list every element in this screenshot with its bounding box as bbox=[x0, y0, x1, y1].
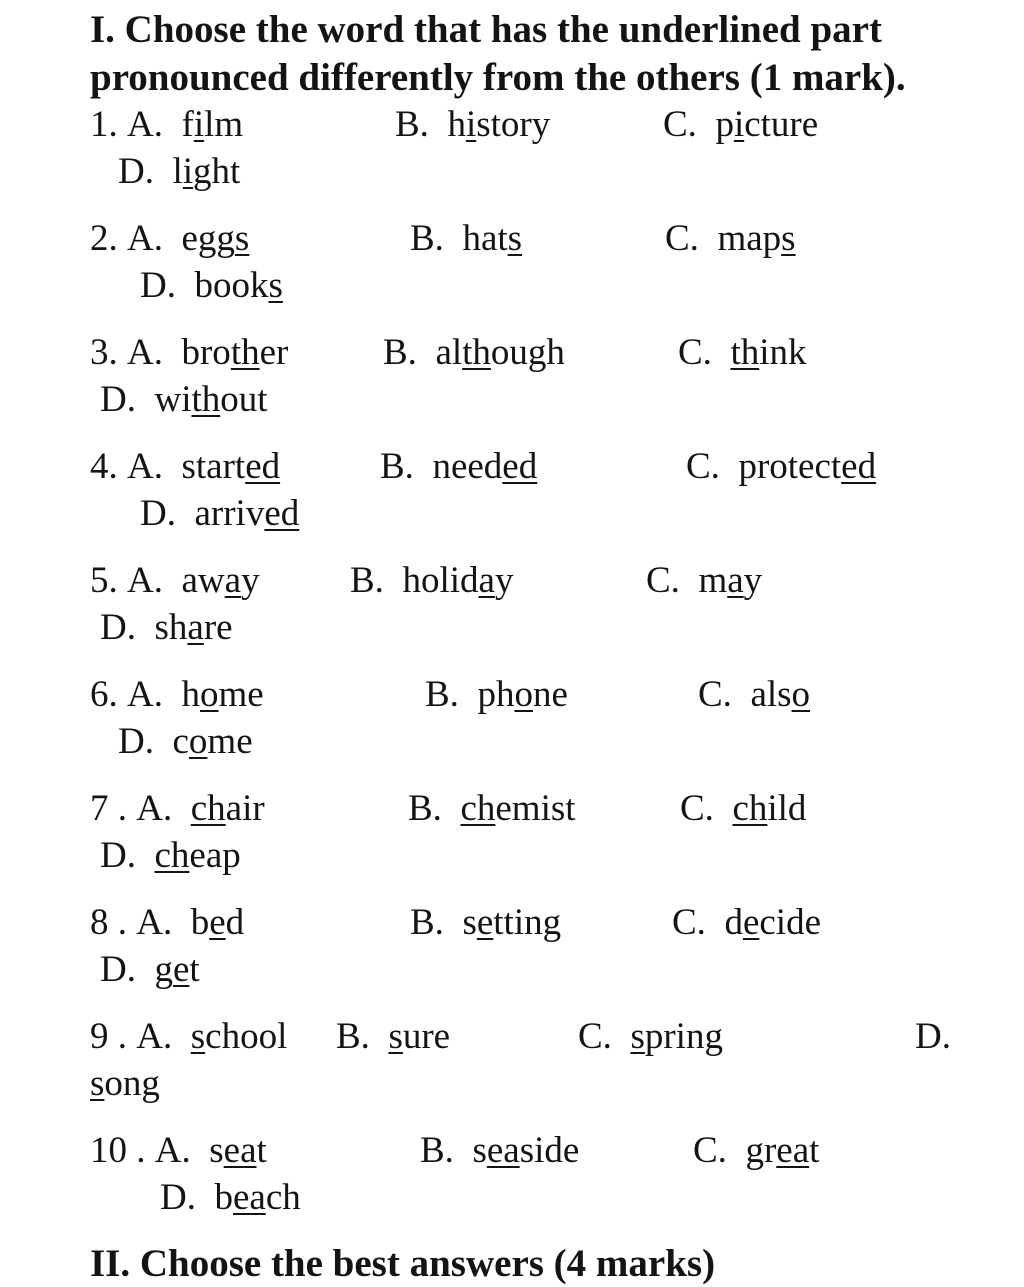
question-1-option-a bbox=[90, 102, 243, 148]
question-10-option-c bbox=[693, 1128, 819, 1174]
option-letter: D. bbox=[140, 265, 176, 306]
section-1-heading-line-1: I. Choose the word that has the underlined part bbox=[90, 8, 882, 51]
word-part: ong bbox=[104, 1063, 160, 1104]
word-part: c bbox=[172, 721, 189, 762]
underlined-part: ch bbox=[154, 835, 190, 876]
option-letter: A. bbox=[127, 104, 163, 145]
question-2-option-c bbox=[665, 216, 796, 262]
underlined-part: s bbox=[630, 1016, 645, 1057]
word-part: als bbox=[750, 674, 792, 715]
option-letter: C. bbox=[680, 788, 714, 829]
underlined-part: ed bbox=[841, 446, 877, 487]
question-7-option-c bbox=[680, 786, 806, 832]
option-letter: A. bbox=[127, 674, 163, 715]
question-7-option-a bbox=[90, 786, 265, 832]
option-letter: D. bbox=[100, 379, 136, 420]
word-part: d bbox=[724, 902, 743, 943]
question-9-option-d bbox=[915, 1014, 969, 1060]
underlined-part: ch bbox=[460, 788, 496, 829]
underlined-part: s bbox=[507, 218, 523, 259]
word-part: t bbox=[256, 1130, 267, 1171]
word-part: need bbox=[432, 446, 503, 487]
word-part: ink bbox=[759, 332, 807, 373]
word-part: gr bbox=[745, 1130, 777, 1171]
question-10-option-b bbox=[420, 1128, 579, 1174]
word-part: cide bbox=[759, 902, 821, 943]
word-part: t bbox=[189, 949, 200, 990]
word-part: t bbox=[809, 1130, 820, 1171]
underlined-part: a bbox=[187, 607, 204, 648]
question-3-option-b bbox=[383, 330, 565, 376]
question-1-option-d bbox=[118, 149, 240, 195]
option-letter: A. bbox=[127, 560, 163, 601]
underlined-part: th bbox=[730, 332, 760, 373]
word-part: arriv bbox=[194, 493, 265, 534]
question-7-option-d bbox=[100, 833, 241, 879]
underlined-part: o bbox=[199, 674, 219, 715]
word-part: holid bbox=[402, 560, 479, 601]
question-4-option-d bbox=[140, 491, 299, 537]
word-part: re bbox=[203, 607, 233, 648]
word-part: s bbox=[209, 1130, 224, 1171]
option-letter: D. bbox=[100, 607, 136, 648]
underlined-part: th bbox=[462, 332, 491, 373]
question-number: 2. bbox=[90, 218, 118, 259]
question-number: 4. bbox=[90, 446, 118, 487]
question-number: 1. bbox=[90, 104, 118, 145]
word-part: lm bbox=[204, 104, 244, 145]
underlined-part: a bbox=[224, 560, 242, 601]
question-5-option-a bbox=[90, 558, 260, 604]
question-9-option-d-word bbox=[90, 1061, 160, 1107]
underlined-part: a bbox=[727, 560, 744, 601]
word-part: cture bbox=[744, 104, 819, 145]
underlined-part: e bbox=[476, 902, 494, 943]
underlined-part: ea bbox=[232, 1177, 266, 1218]
word-part: f bbox=[181, 104, 194, 145]
option-letter: C. bbox=[663, 104, 697, 145]
word-part: emist bbox=[495, 788, 576, 829]
option-letter: B. bbox=[425, 674, 459, 715]
option-letter: B. bbox=[380, 446, 414, 487]
underlined-part: ch bbox=[190, 788, 226, 829]
underlined-part: i bbox=[733, 104, 745, 145]
option-letter: C. bbox=[672, 902, 706, 943]
question-1-option-c bbox=[663, 102, 818, 148]
word-part: s bbox=[472, 1130, 487, 1171]
word-part: out bbox=[220, 379, 268, 420]
question-9-option-b bbox=[336, 1014, 450, 1060]
word-part: map bbox=[717, 218, 782, 259]
option-letter: B. bbox=[350, 560, 384, 601]
question-5-option-c bbox=[646, 558, 762, 604]
word-part: chool bbox=[205, 1016, 288, 1057]
underlined-part: ed bbox=[264, 493, 300, 534]
underlined-part: o bbox=[514, 674, 533, 715]
word-part: bro bbox=[181, 332, 231, 373]
option-letter: B. bbox=[408, 788, 442, 829]
option-letter: B. bbox=[336, 1016, 370, 1057]
word-part: air bbox=[225, 788, 265, 829]
word-part: start bbox=[181, 446, 246, 487]
question-2-option-d bbox=[140, 263, 283, 309]
word-part: h bbox=[447, 104, 466, 145]
underlined-part: th bbox=[230, 332, 260, 373]
question-4-option-b bbox=[380, 444, 537, 490]
word-part: s bbox=[462, 902, 477, 943]
word-part: egg bbox=[181, 218, 235, 259]
question-6-option-b bbox=[425, 672, 568, 718]
section-1-heading-line-2: pronounced differently from the others (1 mark). bbox=[90, 56, 906, 99]
question-3-option-c bbox=[678, 330, 807, 376]
word-part: story bbox=[476, 104, 551, 145]
word-part: book bbox=[194, 265, 269, 306]
word-part: b bbox=[214, 1177, 233, 1218]
option-letter: D. bbox=[140, 493, 176, 534]
word-part: ch bbox=[265, 1177, 301, 1218]
question-9-option-a bbox=[90, 1014, 287, 1060]
question-7-option-b bbox=[408, 786, 576, 832]
option-letter: A. bbox=[136, 1016, 173, 1057]
question-5-option-b bbox=[350, 558, 513, 604]
option-letter: D. bbox=[118, 721, 154, 762]
question-6-option-c bbox=[698, 672, 810, 718]
word-part: y bbox=[743, 560, 763, 601]
word-part: l bbox=[172, 151, 183, 192]
word-part: ough bbox=[490, 332, 565, 373]
underlined-part: i bbox=[193, 104, 205, 145]
word-part: er bbox=[259, 332, 289, 373]
option-letter: C. bbox=[686, 446, 720, 487]
question-10-option-a bbox=[90, 1128, 267, 1174]
option-letter: D. bbox=[160, 1177, 196, 1218]
question-3-option-a bbox=[90, 330, 288, 376]
option-letter: A. bbox=[154, 1130, 191, 1171]
word-part: ght bbox=[193, 151, 241, 192]
word-part: pring bbox=[644, 1016, 723, 1057]
option-letter: B. bbox=[410, 218, 444, 259]
word-part: y bbox=[241, 560, 260, 601]
option-letter: A. bbox=[127, 332, 163, 373]
word-part: aw bbox=[181, 560, 225, 601]
option-letter: D. bbox=[118, 151, 154, 192]
option-letter: C. bbox=[665, 218, 699, 259]
option-letter: D. bbox=[100, 949, 136, 990]
option-letter: B. bbox=[410, 902, 444, 943]
word-part: me bbox=[207, 721, 253, 762]
question-4-option-c bbox=[686, 444, 876, 490]
question-8-option-a bbox=[90, 900, 244, 946]
underlined-part: ea bbox=[486, 1130, 520, 1171]
question-10-option-d bbox=[160, 1175, 301, 1221]
question-8-option-d bbox=[100, 947, 200, 993]
underlined-part: s bbox=[388, 1016, 403, 1057]
word-part: ure bbox=[402, 1016, 451, 1057]
question-3-option-d bbox=[100, 377, 268, 423]
underlined-part: o bbox=[188, 721, 208, 762]
word-part: side bbox=[519, 1130, 580, 1171]
word-part: al bbox=[435, 332, 463, 373]
option-letter: A. bbox=[136, 902, 173, 943]
question-number: 7 . bbox=[90, 788, 127, 829]
underlined-part: i bbox=[465, 104, 477, 145]
word-part: y bbox=[494, 560, 514, 601]
word-part: b bbox=[190, 902, 210, 943]
underlined-part: s bbox=[190, 1016, 206, 1057]
option-letter: C. bbox=[693, 1130, 727, 1171]
underlined-part: o bbox=[791, 674, 811, 715]
word-part: m bbox=[698, 560, 728, 601]
question-number: 9 . bbox=[90, 1016, 127, 1057]
word-part: me bbox=[218, 674, 264, 715]
underlined-part: s bbox=[781, 218, 796, 259]
underlined-part: a bbox=[478, 560, 495, 601]
question-5-option-d bbox=[100, 605, 233, 651]
option-letter: B. bbox=[395, 104, 429, 145]
option-letter: A. bbox=[127, 446, 163, 487]
word-part: h bbox=[181, 674, 200, 715]
word-part: tting bbox=[493, 902, 562, 943]
word-part: ne bbox=[532, 674, 568, 715]
underlined-part: e bbox=[742, 902, 760, 943]
word-part: protect bbox=[738, 446, 842, 487]
option-letter: C. bbox=[698, 674, 732, 715]
word-part: sh bbox=[154, 607, 188, 648]
question-number: 3. bbox=[90, 332, 118, 373]
option-letter: B. bbox=[420, 1130, 454, 1171]
word-part: ild bbox=[767, 788, 807, 829]
word-part: ph bbox=[477, 674, 515, 715]
word-part: d bbox=[225, 902, 245, 943]
question-8-option-b bbox=[410, 900, 561, 946]
underlined-part: ed bbox=[502, 446, 538, 487]
word-part: hat bbox=[462, 218, 508, 259]
question-1-option-b bbox=[395, 102, 550, 148]
option-letter: A. bbox=[136, 788, 173, 829]
option-letter: C. bbox=[678, 332, 712, 373]
underlined-part: ch bbox=[732, 788, 768, 829]
option-letter: A. bbox=[127, 218, 163, 259]
underlined-part: ea bbox=[776, 1130, 810, 1171]
underlined-part: s bbox=[90, 1063, 105, 1104]
underlined-part: s bbox=[234, 218, 250, 259]
underlined-part: th bbox=[191, 379, 221, 420]
question-number: 6. bbox=[90, 674, 118, 715]
question-6-option-d bbox=[118, 719, 253, 765]
underlined-part: e bbox=[209, 902, 226, 943]
question-number: 10 . bbox=[90, 1130, 146, 1171]
question-number: 8 . bbox=[90, 902, 127, 943]
section-2-heading: II. Choose the best answers (4 marks) bbox=[90, 1242, 716, 1285]
option-letter: D. bbox=[100, 835, 136, 876]
question-4-option-a bbox=[90, 444, 280, 490]
underlined-part: ea bbox=[223, 1130, 257, 1171]
word-part: wi bbox=[154, 379, 192, 420]
question-8-option-c bbox=[672, 900, 821, 946]
option-letter: B. bbox=[383, 332, 417, 373]
underlined-part: e bbox=[172, 949, 190, 990]
word-part: g bbox=[154, 949, 173, 990]
word-part: p bbox=[715, 104, 734, 145]
underlined-part: s bbox=[268, 265, 283, 306]
option-letter: C. bbox=[578, 1016, 612, 1057]
question-2-option-a bbox=[90, 216, 249, 262]
question-number: 5. bbox=[90, 560, 118, 601]
question-9-option-c bbox=[578, 1014, 723, 1060]
underlined-part: ed bbox=[245, 446, 281, 487]
word-part: eap bbox=[189, 835, 241, 876]
option-letter: C. bbox=[646, 560, 680, 601]
underlined-part: i bbox=[182, 151, 194, 192]
question-2-option-b bbox=[410, 216, 522, 262]
question-6-option-a bbox=[90, 672, 264, 718]
option-letter: D. bbox=[915, 1016, 951, 1057]
